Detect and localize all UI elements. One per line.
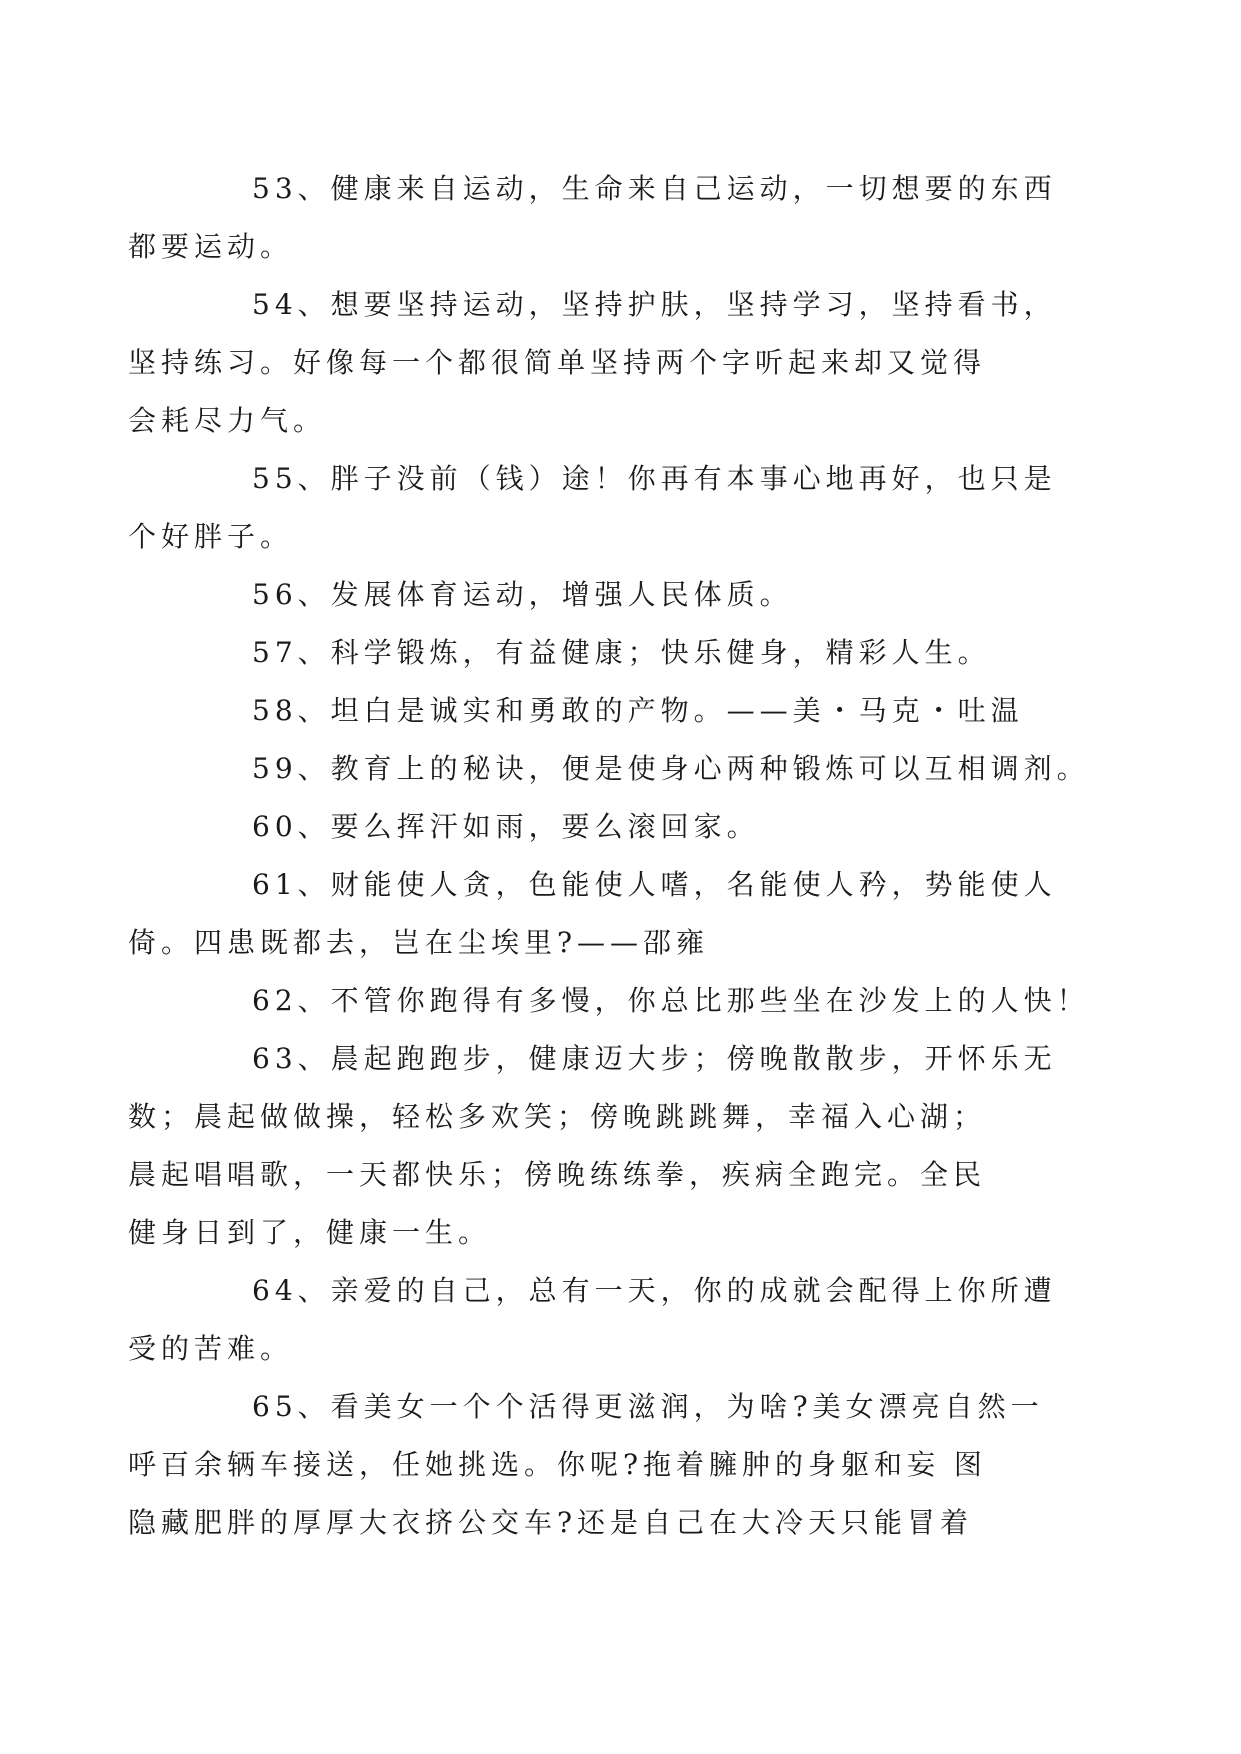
text-line: 数；晨起做做操，轻松多欢笑；傍晚跳跳舞，幸福入心湖； <box>128 1100 987 1133</box>
text-line: 都要运动。 <box>128 230 294 263</box>
text-line: 受的苦难。 <box>128 1332 294 1365</box>
paragraph-60 <box>190 798 1060 856</box>
text-line: 坚持练习。好像每一个都很简单坚持两个字听起来却又觉得 <box>128 346 987 379</box>
paragraph-65 <box>128 1378 1060 1552</box>
text-line: 63、晨起跑跑步，健康迈大步；傍晚散散步，开怀乐无 <box>252 1042 1057 1075</box>
paragraph-62 <box>190 972 1090 1030</box>
paragraph-55 <box>128 450 1060 566</box>
text-line: 晨起唱唱歌，一天都快乐；傍晚练练拳，疾病全跑完。全民 <box>128 1158 987 1191</box>
document-body <box>128 160 1090 1552</box>
text-line: 健身日到了，健康一生。 <box>128 1216 492 1249</box>
text-line: 呼百余辆车接送，任她挑选。你呢?拖着臃肿的身躯和妄 图 <box>128 1448 987 1481</box>
paragraph-64 <box>128 1262 1060 1378</box>
paragraph-63 <box>128 1030 1060 1262</box>
text-line: 59、教育上的秘诀，便是使身心两种锻炼可以互相调剂。 <box>252 752 1090 785</box>
text-line: 隐藏肥胖的厚厚大衣挤公交车?还是自己在大冷天只能冒着 <box>128 1506 974 1539</box>
paragraph-57 <box>190 624 1060 682</box>
text-line: 57、科学锻炼，有益健康；快乐健身，精彩人生。 <box>252 636 991 669</box>
text-line: 个好胖子。 <box>128 520 294 553</box>
text-line: 54、想要坚持运动，坚持护肤，坚持学习，坚持看书， <box>252 288 1057 321</box>
text-line: 56、发展体育运动，增强人民体质。 <box>252 578 793 611</box>
text-line: 60、要么挥汗如雨，要么滚回家。 <box>252 810 760 843</box>
text-line: 倚。四患既都去，岂在尘埃里?——邵雍 <box>128 926 710 959</box>
text-line: 65、看美女一个个活得更滋润，为啥?美女漂亮自然一 <box>252 1390 1044 1423</box>
paragraph-61 <box>128 856 1060 972</box>
text-line: 64、亲爱的自己，总有一天，你的成就会配得上你所遭 <box>252 1274 1057 1307</box>
text-line: 61、财能使人贪，色能使人嗜，名能使人矜，势能使人 <box>252 868 1057 901</box>
text-line: 53、健康来自运动，生命来自己运动，一切想要的东西 <box>252 172 1057 205</box>
paragraph-58 <box>190 682 1060 740</box>
paragraph-54 <box>128 276 1060 450</box>
text-line: 58、坦白是诚实和勇敢的产物。——美・马克・吐温 <box>252 694 1024 727</box>
text-line: 62、不管你跑得有多慢，你总比那些坐在沙发上的人快！ <box>252 984 1090 1017</box>
paragraph-59 <box>190 740 1090 798</box>
text-line: 55、胖子没前（钱）途！你再有本事心地再好，也只是 <box>252 462 1057 495</box>
paragraph-56 <box>190 566 1060 624</box>
text-line: 会耗尽力气。 <box>128 404 327 437</box>
paragraph-53 <box>128 160 1060 276</box>
